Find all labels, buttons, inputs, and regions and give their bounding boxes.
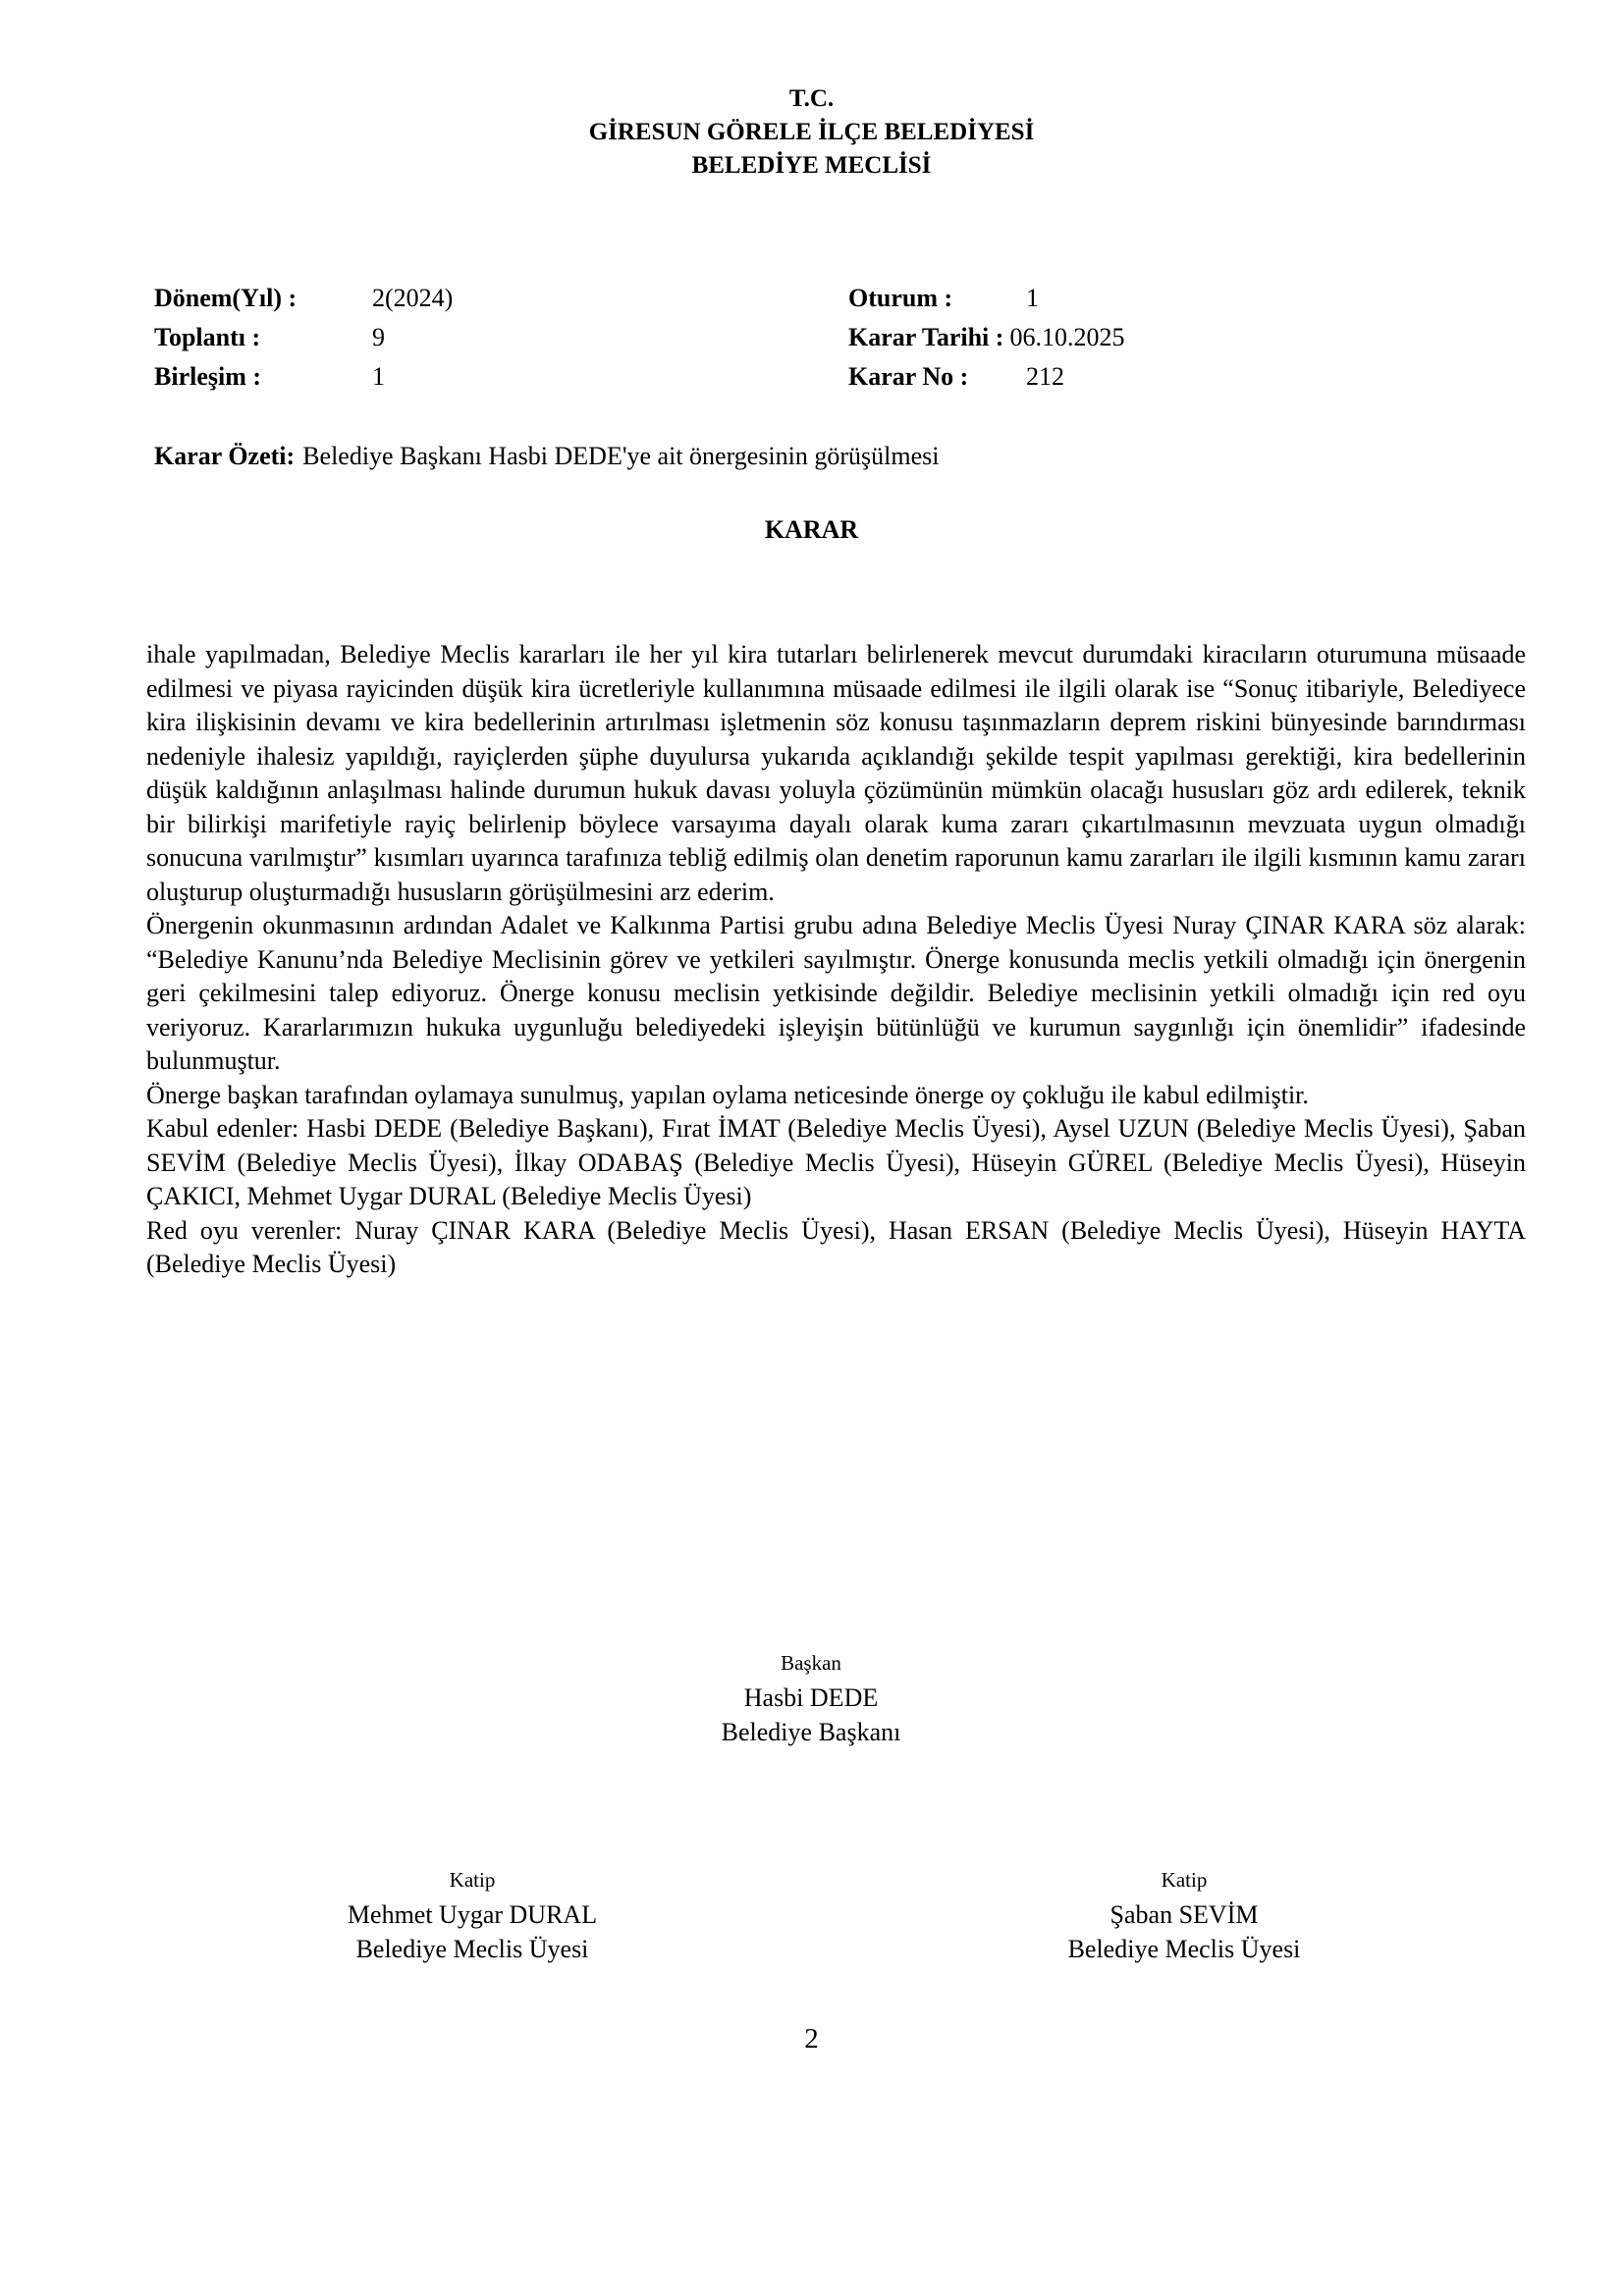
- body-paragraph-1: ihale yapılmadan, Belediye Meclis kararları ile her yıl kira tutarları belirlenerek mevcut durumdaki kiracıların oturumuna müsaade edilmesi ve piyasa rayicinden düşük kira ücretleriyle kullanımına müsaade edilmesi ile ilgili olarak ise “Sonuç itibariyle, Belediyece kira ilişkisinin devamı ve kira bedellerinin artırılması işletmenin söz konusu taşınmazların deprem riskini bünyesinde barındırması nedeniyle ihalesiz yapıldığı, rayiçlerden şüphe duyulursa yukarıda açıklandığı şekilde tespit yapılması gerektiği, kira bedellerinin düşük kaldığının anlaşılması halinde durumun hukuk davası yoluyla çözümünün mümkün olacağı hususları göz ardı edilerek, teknik bir bilirkişi marifetiyle rayiç belirlenip böylece varsayıma dayalı olarak kuma zararı çıkartılmasının mevzuata uygun olmadığı sonucuna varılmıştır” kısımları uyarınca tarafınıza tebliğ edilmiş olan denetim raporunun kamu zararları ile ilgili kısmının kamu zararı oluşturup oluşturmadığı hususların görüşülmesini arz ederim.: [146, 640, 1526, 906]
- president-title: Belediye Başkanı: [721, 1718, 901, 1746]
- decision-body: [146, 638, 1526, 1282]
- meta-karar-tarihi-label: Karar Tarihi :: [848, 323, 1004, 351]
- meta-donem-value: 2(2024): [372, 284, 454, 312]
- body-paragraph-2: Önergenin okunmasının ardından Adalet ve Kalkınma Partisi grubu adına Belediye Meclis Üyesi Nuray ÇINAR KARA söz alarak: “Belediye Kanunu’nda Belediye Meclisinin görev ve yetkileri sayılmıştır. Önerge konusunda meclis yetkili olmadığı için önergenin geri çekilmesini talep ediyoruz. Önerge konusu meclisin yetkisinde değildir. Belediye meclisinin yetkili olmadığı için red oyu veriyoruz. Kararlarımızın hukuka uygunluğu belediyedeki işleyişin bütünlüğü ve kurumun saygınlığı için önemlidir” ifadesinde bulunmuştur.: [146, 911, 1526, 1075]
- meta-oturum-label: Oturum :: [848, 284, 953, 312]
- meta-birlesim-row: [154, 357, 453, 397]
- header-municipality: GİRESUN GÖRELE İLÇE BELEDİYESİ: [588, 119, 1035, 145]
- decision-summary: [154, 437, 940, 476]
- meta-karar-no-row: [848, 357, 1124, 397]
- body-paragraph-5: Red oyu verenler: Nuray ÇINAR KARA (Belediye Meclis Üyesi), Hasan ERSAN (Belediye Meclis Üyesi), Hüseyin HAYTA (Belediye Meclis Üyesi): [146, 1215, 1526, 1278]
- president-name: Hasbi DEDE: [743, 1683, 879, 1712]
- meta-karar-no-value: 212: [1026, 362, 1064, 391]
- meta-oturum-value: 1: [1026, 284, 1039, 312]
- clerk-left-role: Katip: [449, 1868, 496, 1892]
- header-council: BELEDİYE MECLİSİ: [691, 152, 932, 179]
- meta-left-column: [154, 279, 453, 397]
- summary-label: Karar Özeti:: [154, 442, 296, 470]
- clerk-left-name: Mehmet Uygar DURAL: [347, 1900, 598, 1929]
- body-paragraph-4: Kabul edenler: Hasbi DEDE (Belediye Başkanı), Fırat İMAT (Belediye Meclis Üyesi), Aysel UZUN (Belediye Meclis Üyesi), Şaban SEVİM (Belediye Meclis Üyesi), İlkay ODABAŞ (Belediye Meclis Üyesi), Hüseyin GÜREL (Belediye Meclis Üyesi), Hüseyin ÇAKICI, Mehmet Uygar DURAL (Belediye Meclis Üyesi): [146, 1114, 1526, 1210]
- meta-donem-label: Dönem(Yıl) :: [154, 284, 298, 312]
- meta-karar-tarihi-row: [848, 318, 1124, 357]
- meta-toplanti-row: [154, 318, 453, 357]
- signature-clerk-left: [276, 1862, 669, 1966]
- summary-text: Belediye Başkanı Hasbi DEDE'ye ait önergesinin görüşülmesi: [302, 442, 940, 470]
- clerk-left-title: Belediye Meclis Üyesi: [355, 1935, 589, 1963]
- header-tc: T.C.: [788, 85, 835, 112]
- clerk-right-name: Şaban SEVİM: [1109, 1900, 1259, 1929]
- meta-birlesim-value: 1: [372, 362, 385, 391]
- meta-right-column: [848, 279, 1124, 397]
- signature-president: [615, 1645, 1007, 1749]
- meta-karar-tarihi-value: 06.10.2025: [1009, 323, 1125, 351]
- meta-birlesim-label: Birleşim :: [154, 362, 262, 391]
- page-number: 2: [804, 2023, 819, 2055]
- decision-title: KARAR: [764, 515, 859, 544]
- document-header: [0, 82, 1623, 183]
- body-paragraph-3: Önerge başkan tarafından oylamaya sunulmuş, yapılan oylama neticesinde önerge oy çokluğu ile kabul edilmiştir.: [146, 1080, 1309, 1109]
- meta-oturum-row: [848, 279, 1124, 318]
- clerk-right-role: Katip: [1161, 1868, 1208, 1892]
- meta-toplanti-label: Toplantı :: [154, 323, 261, 351]
- president-role: Başkan: [781, 1651, 841, 1675]
- signature-clerk-right: [988, 1862, 1380, 1966]
- meta-donem-row: [154, 279, 453, 318]
- clerk-right-title: Belediye Meclis Üyesi: [1067, 1935, 1301, 1963]
- meta-toplanti-value: 9: [372, 323, 385, 351]
- meta-karar-no-label: Karar No :: [848, 362, 969, 391]
